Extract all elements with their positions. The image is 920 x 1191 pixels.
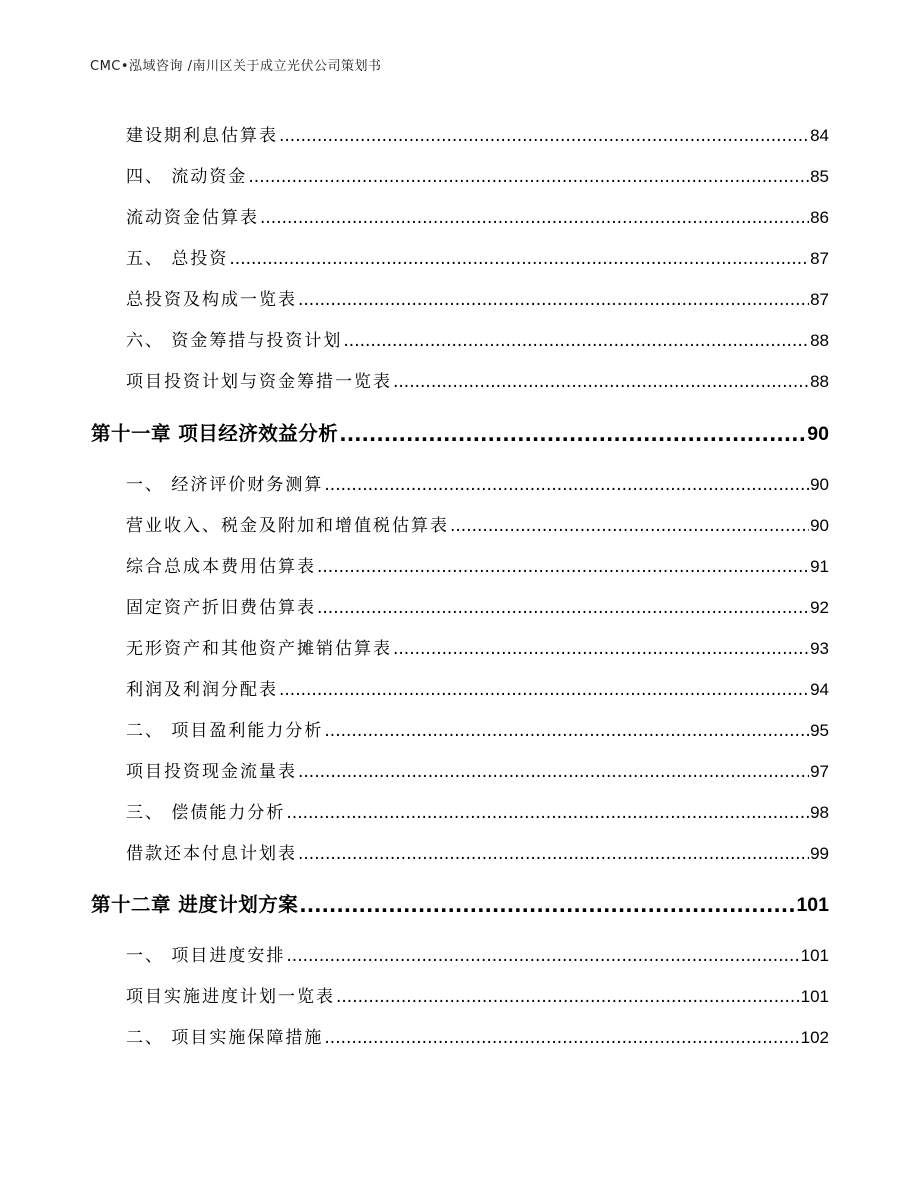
toc-entry-title: 二、 项目盈利能力分析 [126, 721, 324, 741]
toc-entry[interactable] [126, 327, 829, 351]
toc-entry[interactable] [126, 1024, 829, 1048]
toc-dot-leader [324, 1028, 799, 1048]
toc-entry[interactable] [126, 983, 829, 1007]
toc-entry-page: 93 [810, 639, 829, 658]
toc-entry-title: 一、 经济评价财务测算 [126, 475, 324, 495]
toc-entry-page: 84 [810, 126, 829, 145]
toc-entry-page: 85 [810, 167, 829, 186]
toc-entry-title: 总投资及构成一览表 [126, 290, 297, 310]
toc-dot-leader [299, 894, 795, 917]
toc-dot-leader [343, 331, 809, 351]
toc-entry-title: 六、 资金筹措与投资计划 [126, 331, 343, 351]
toc-entry[interactable] [126, 245, 829, 269]
toc-entry[interactable] [126, 122, 829, 146]
toc-dot-leader [324, 475, 809, 495]
toc-chapter-title: 第十二章 进度计划方案 [91, 893, 299, 916]
toc-entry-title: 无形资产和其他资产摊销估算表 [126, 639, 392, 659]
toc-entry-title: 项目投资计划与资金筹措一览表 [126, 372, 392, 392]
toc-entry-page: 97 [810, 762, 829, 781]
toc-dot-leader [393, 372, 809, 392]
toc-entry[interactable] [126, 717, 829, 741]
toc-entry-title: 营业收入、税金及附加和增值税估算表 [126, 516, 449, 536]
toc-entry-page: 91 [810, 557, 829, 576]
toc-entry-title: 四、 流动资金 [126, 167, 248, 187]
toc-entry[interactable] [126, 512, 829, 536]
page-header: CMC•泓域咨询 /南川区关于成立光伏公司策划书 [90, 59, 382, 74]
toc-entry[interactable] [126, 553, 829, 577]
toc-entry-page: 99 [810, 844, 829, 863]
toc-entry[interactable] [126, 942, 829, 966]
toc-entry[interactable] [126, 799, 829, 823]
toc-dot-leader [339, 423, 806, 446]
toc-dot-leader [298, 844, 809, 864]
toc-entry[interactable] [126, 594, 829, 618]
toc-entry-title: 五、 总投资 [126, 249, 229, 269]
toc-entry-title: 借款还本付息计划表 [126, 844, 297, 864]
toc-dot-leader [248, 167, 809, 187]
toc-chapter-title: 第十一章 项目经济效益分析 [91, 422, 339, 445]
toc-entry[interactable] [126, 286, 829, 310]
toc-dot-leader [298, 290, 809, 310]
toc-entry-title: 利润及利润分配表 [126, 680, 278, 700]
toc-entry-page: 92 [810, 598, 829, 617]
toc-entry-title: 综合总成本费用估算表 [126, 557, 316, 577]
toc-entry[interactable] [126, 758, 829, 782]
toc-entry-page: 87 [810, 290, 829, 309]
toc-entry-title: 固定资产折旧费估算表 [126, 598, 316, 618]
toc-dot-leader [298, 762, 809, 782]
toc-entry-title: 项目实施进度计划一览表 [126, 987, 335, 1007]
toc-dot-leader [317, 598, 809, 618]
toc-entry-page: 94 [810, 680, 829, 699]
toc-entry-page: 90 [810, 475, 829, 494]
toc-dot-leader [450, 516, 809, 536]
toc-entry-page: 87 [810, 249, 829, 268]
toc-chapter-page: 90 [807, 423, 829, 445]
toc-entry-page: 101 [800, 987, 829, 1006]
toc-chapter-entry[interactable] [91, 418, 829, 446]
toc-entry[interactable] [126, 676, 829, 700]
toc-dot-leader [336, 987, 800, 1007]
toc-entry-title: 项目投资现金流量表 [126, 762, 297, 782]
toc-entry[interactable] [126, 471, 829, 495]
toc-entry-page: 88 [810, 372, 829, 391]
toc-entry-page: 95 [810, 721, 829, 740]
toc-entry-title: 一、 项目进度安排 [126, 946, 286, 966]
toc-entry-title: 建设期利息估算表 [126, 126, 278, 146]
toc-dot-leader [229, 249, 809, 269]
toc-entry[interactable] [126, 204, 829, 228]
toc-entry[interactable] [126, 635, 829, 659]
toc-dot-leader [286, 946, 799, 966]
toc-entry-page: 86 [810, 208, 829, 227]
toc-dot-leader [279, 126, 809, 146]
toc-entry-title: 三、 偿债能力分析 [126, 803, 286, 823]
toc-chapter-page: 101 [796, 894, 829, 916]
toc-dot-leader [279, 680, 809, 700]
toc-entry-page: 90 [810, 516, 829, 535]
toc-entry-page: 102 [800, 1028, 829, 1047]
toc-dot-leader [286, 803, 809, 823]
toc-entry-page: 98 [810, 803, 829, 822]
toc-entry-title: 流动资金估算表 [126, 208, 259, 228]
toc-entry-page: 88 [810, 331, 829, 350]
toc-chapter-entry[interactable] [91, 889, 829, 917]
toc-dot-leader [393, 639, 809, 659]
toc-entry[interactable] [126, 163, 829, 187]
toc-dot-leader [260, 208, 809, 228]
toc-dot-leader [324, 721, 809, 741]
toc-entry-page: 101 [800, 946, 829, 965]
toc-entry-title: 二、 项目实施保障措施 [126, 1028, 324, 1048]
toc-entry[interactable] [126, 368, 829, 392]
toc-entry[interactable] [126, 840, 829, 864]
toc-dot-leader [317, 557, 809, 577]
